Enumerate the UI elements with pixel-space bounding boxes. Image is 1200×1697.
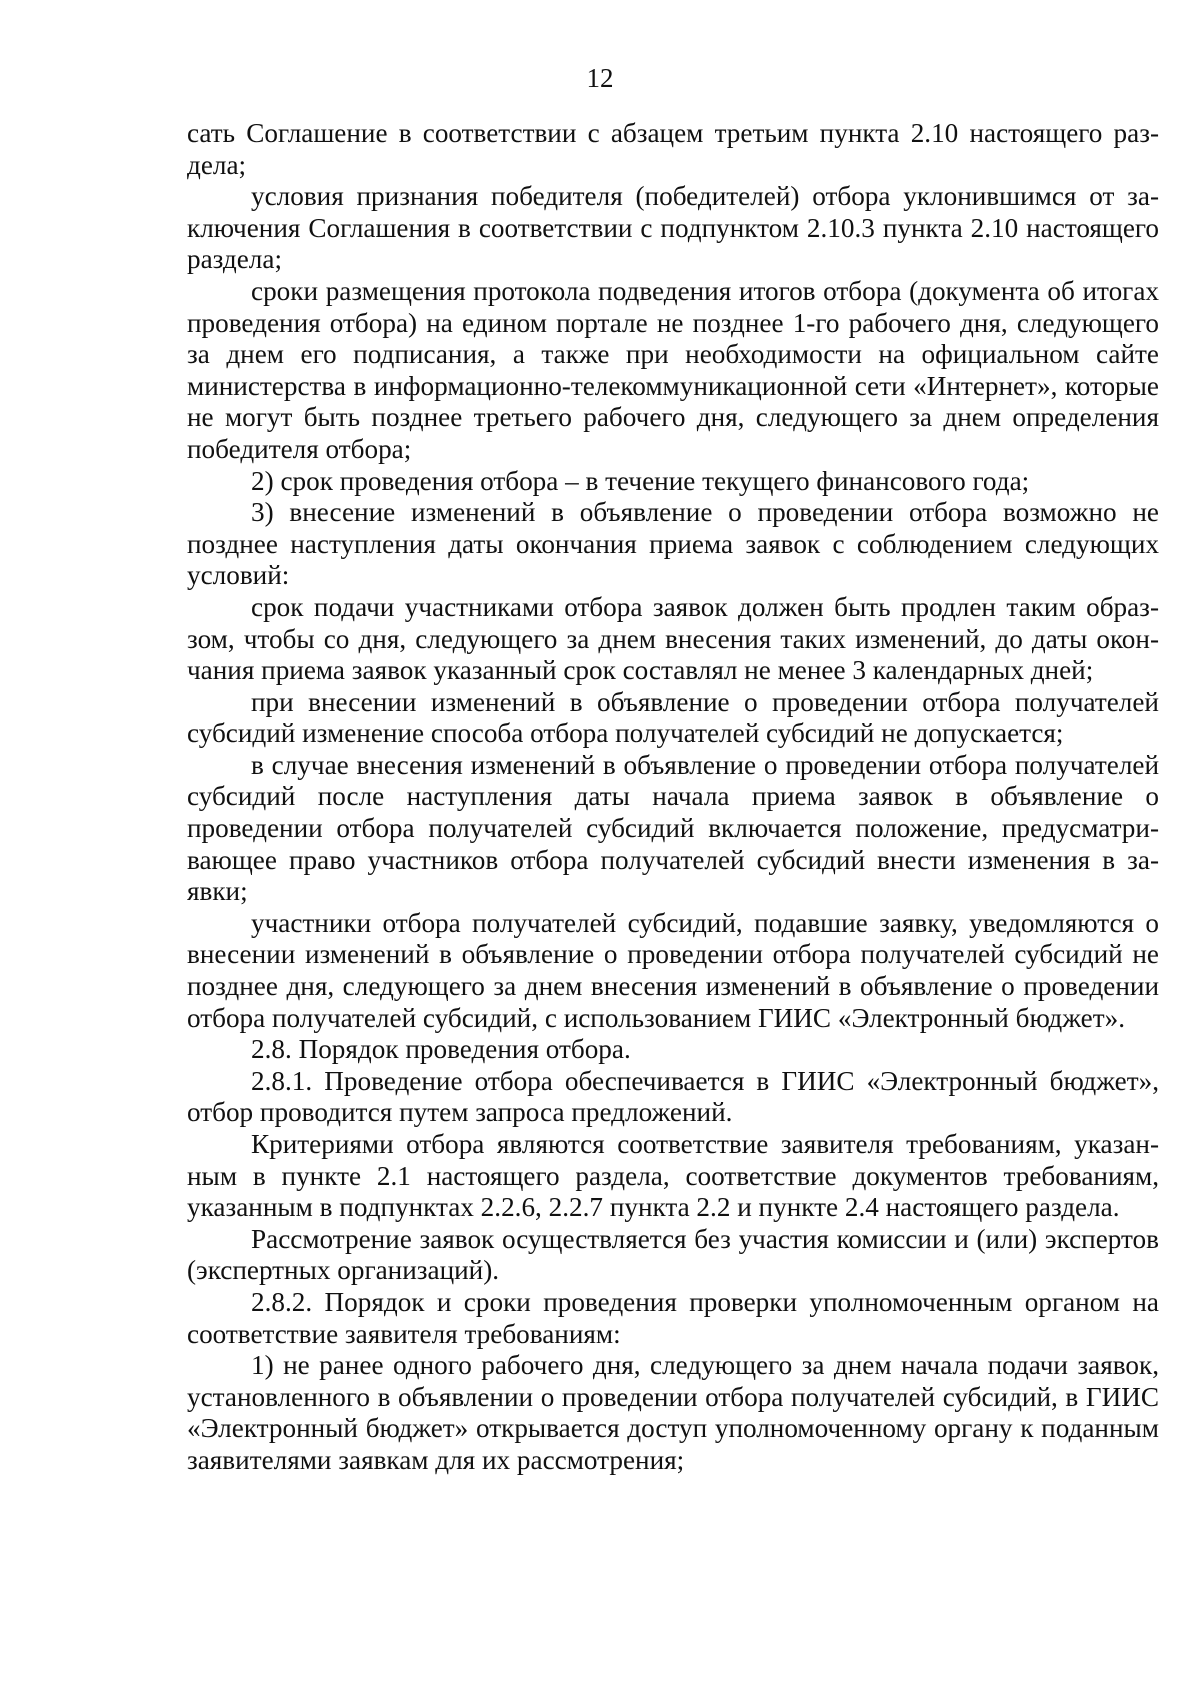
- paragraph-11: 2.8.1. Проведение отбора обеспечивается в ГИИС «Электронный бюджет», отбор проводится путем запроса предложений.: [187, 1065, 1159, 1128]
- paragraph-15: 1) не ранее одного рабочего дня, следующего за днем начала подачи заявок, установленного в объявлении о проведении отбора получателей субсидий, в ГИИС «Электронный бюджет» открывается доступ уполномоченному органу к поданным заявителями заявкам для их рассмотрения;: [187, 1350, 1159, 1475]
- page-number: 12: [586, 63, 614, 93]
- paragraph-5: 3) внесение изменений в объявление о проведении отбора возможно не позднее наступления даты окончания приема заявок с соблюдением следующих условий:: [187, 497, 1159, 591]
- paragraph-3: сроки размещения протокола подведения итогов отбора (документа об итогах проведения отбора) на едином портале не позднее 1-го рабочего дня, следующего за днем его подписания, а также при необходимости на официальном сайте министерства в информационно-телекоммуникационной сети «Интернет», которые не могут быть позднее третьего рабочего дня, следующего за днем определения победителя отбора;: [187, 275, 1159, 464]
- paragraph-9: участники отбора получателей субсидий, подавшие заявку, уведомляются о внесении изменений в объявление о проведении отбора получателей субсидий не позднее дня, следующего за днем внесения изменений в объявление о проведении отбора получателей субсидий, с использованием ГИИС «Электронный бюджет».: [187, 907, 1159, 1033]
- paragraph-12: Критериями отбора являются соответствие заявителя требованиям, указанным в пункте 2.1 настоящего раздела, соответствие документов требованиям, указанным в подпунктах 2.2.6, 2.2.7 пункта 2.2 и пункте 2.4 настоящего раздела.: [187, 1129, 1159, 1223]
- document-body: [187, 118, 1159, 1477]
- paragraph-7: при внесении изменений в объявление о проведении отбора получателей субсидий изменение способа отбора получателей субсидий не допускается;: [187, 686, 1159, 749]
- paragraph-14: 2.8.2. Порядок и сроки проведения проверки уполномоченным органом на соответствие заявителя требованиям:: [187, 1286, 1159, 1349]
- paragraph-8: в случае внесения изменений в объявление о проведении отбора получателей субсидий после наступления даты начала приема заявок в объявление о проведении отбора получателей субсидий включается положение, предусматривающее право участников отбора получателей субсидий внести изменения в заявки;: [187, 749, 1159, 907]
- paragraph-1: сать Соглашение в соответствии с абзацем третьим пункта 2.10 настоящего раздела;: [187, 118, 1159, 180]
- paragraph-4: 2) срок проведения отбора – в течение текущего финансового года;: [251, 465, 1030, 496]
- paragraph-2: условия признания победителя (победителей) отбора уклонившимся от заключения Соглашения в соответствии с подпунктом 2.10.3 пункта 2.10 настоящего раздела;: [187, 181, 1159, 275]
- paragraph-10: 2.8. Порядок проведения отбора.: [251, 1034, 631, 1065]
- paragraph-6: срок подачи участниками отбора заявок должен быть продлен таким образзом, чтобы со дня, следующего за днем внесения таких изменений, до даты окончания приема заявок указанный срок составлял не менее 3 календарных дней;: [187, 591, 1159, 686]
- paragraph-13: Рассмотрение заявок осуществляется без участия комиссии и (или) экспертов (экспертных организаций).: [187, 1223, 1159, 1286]
